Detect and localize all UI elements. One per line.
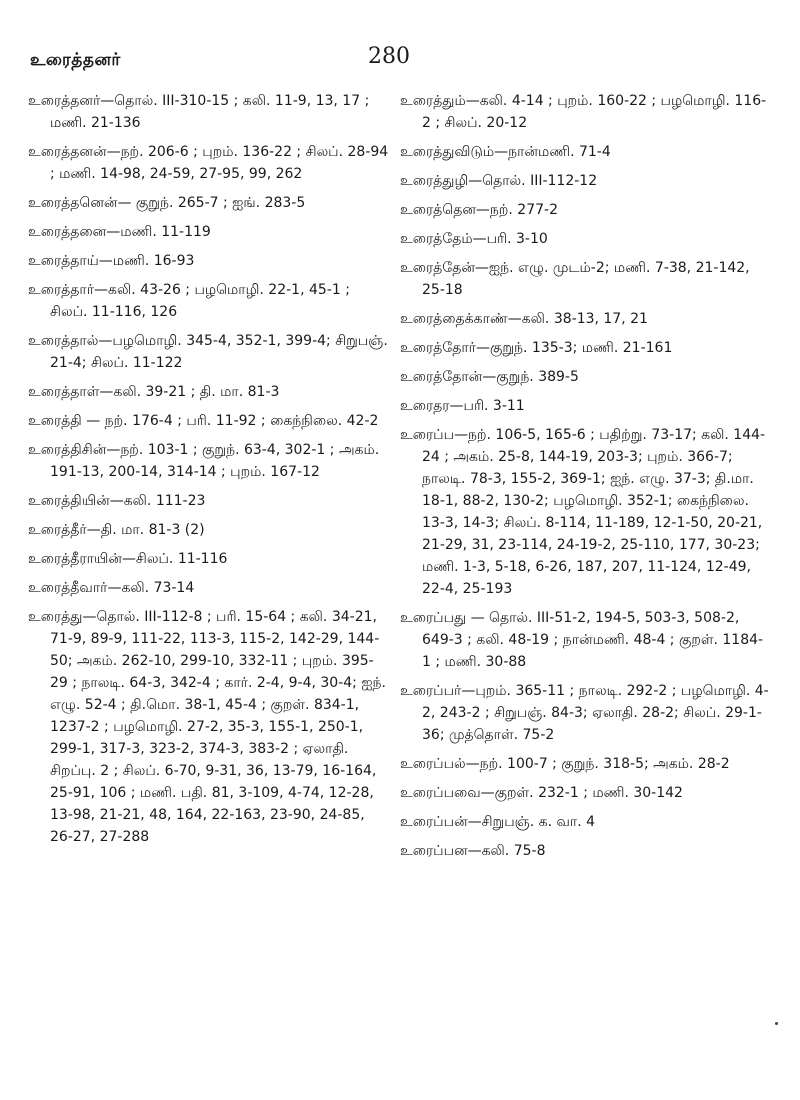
index-entry: உரைத்தைக்காண்—கலி. 38-13, 17, 21 (400, 311, 648, 327)
index-entry: உரைப்பது — தொல். III-51-2, 194-5, 503-3, 508-2, 649-3 ; கலி. 48-19 ; நான்மணி. 48-4 ; குறள். 1184-1 ; மணி. 30-88 (400, 610, 764, 670)
index-entry: உரைப்ப—நற். 106-5, 165-6 ; பதிற்று. 73-17; கலி. 144-24 ; அகம். 25-8, 144-19, 203-3; புறம். 366-7; நாலடி. 78-3, 155-2, 369-1; ஐந். எழு. 37-3; தி.மா. 18-1, 88-2, 130-2; பழமொழி. 352-1; கைந்நிலை. 13-3, 14-3; சிலப். 8-114, 11-189, 12-1-50, 20-21, 21-29, 31, 23-114, 24-19-2, 25-110, 177, 30-23; மணி. 1-3, 5-18, 6-26, 187, 207, 11-124, 12-49, 22-4, 25-193 (400, 427, 766, 597)
index-entry: உரைத்தியின்—கலி. 111-23 (28, 493, 206, 509)
index-entry: உரைத்துவிடும்—நான்மணி. 71-4 (400, 144, 611, 160)
index-entry: உரைத்தீராயின்—சிலப். 11-116 (28, 551, 228, 567)
index-entry: உரைத்தனென்— குறுந். 265-7 ; ஐங். 283-5 (28, 195, 306, 211)
right-column (400, 90, 770, 869)
index-entry: உரைத்தனை—மணி. 11-119 (28, 224, 211, 240)
index-entry: உரைப்பல்—நற். 100-7 ; குறுந். 318-5; அகம். 28-2 (400, 756, 730, 772)
index-entry: உரைத்தென—நற். 277-2 (400, 202, 558, 218)
index-entry: உரைத்தேம்—பரி. 3-10 (400, 231, 548, 247)
left-column (28, 90, 390, 855)
index-entry: உரைத்தனன்—நற். 206-6 ; புறம். 136-22 ; சிலப். 28-94 ; மணி. 14-98, 24-59, 27-95, 99, 262 (28, 144, 389, 182)
index-entry: உரைத்துழி—தொல். III-112-12 (400, 173, 598, 189)
index-entry: உரைத்தால்—பழமொழி. 345-4, 352-1, 399-4; சிறுபஞ். 21-4; சிலப். 11-122 (28, 333, 388, 371)
index-entry: உரைப்பன—கலி. 75-8 (400, 843, 546, 859)
index-entry: உரைத்தோர்—குறுந். 135-3; மணி. 21-161 (400, 340, 673, 356)
scan-speck (775, 1022, 778, 1025)
running-head: உரைத்தனர் (30, 50, 121, 70)
index-entry: உரைத்தீவார்—கலி. 73-14 (28, 580, 195, 596)
index-entry: உரைத்தேன்—ஐந். எழு. முடம்-2; மணி. 7-38, 21-142, 25-18 (400, 260, 750, 298)
index-entry: உரைத்தும்—கலி. 4-14 ; புறம். 160-22 ; பழமொழி. 116-2 ; சிலப். 20-12 (400, 93, 767, 131)
page-number: 280 (368, 44, 410, 69)
index-entry: உரைத்தீர்—தி. மா. 81-3 (2) (28, 522, 205, 538)
index-entry: உரைத்தோன்—குறுந். 389-5 (400, 369, 579, 385)
index-entry: உரைப்பவை—குறள். 232-1 ; மணி. 30-142 (400, 785, 683, 801)
index-entry: உரைத்தனர்—தொல். III-310-15 ; கலி. 11-9, 13, 17 ; மணி. 21-136 (28, 93, 370, 131)
index-entry: உரைப்பர்—புறம். 365-11 ; நாலடி. 292-2 ; பழமொழி. 4-2, 243-2 ; சிறுபஞ். 84-3; ஏலாதி. 28-2; சிலப். 29-1-36; முத்தொள். 75-2 (400, 683, 769, 743)
index-entry: உரைத்தார்—கலி. 43-26 ; பழமொழி. 22-1, 45-1 ; சிலப். 11-116, 126 (28, 282, 350, 320)
index-entry: உரைத்தாள்—கலி. 39-21 ; தி. மா. 81-3 (28, 384, 280, 400)
index-entry: உரைப்பன்—சிறுபஞ். க. வா. 4 (400, 814, 595, 830)
index-entry: உரைத்தாய்—மணி. 16-93 (28, 253, 195, 269)
index-entry: உரைத்திசின்—நற். 103-1 ; குறுந். 63-4, 302-1 ; அகம். 191-13, 200-14, 314-14 ; புறம். 167-12 (28, 442, 380, 480)
index-entry: உரைதர—பரி. 3-11 (400, 398, 525, 414)
index-entry: உரைத்தி — நற். 176-4 ; பரி. 11-92 ; கைந்நிலை. 42-2 (28, 413, 379, 429)
index-entry: உரைத்து—தொல். III-112-8 ; பரி. 15-64 ; கலி. 34-21, 71-9, 89-9, 111-22, 113-3, 115-2, 142-29, 144-50; அகம். 262-10, 299-10, 332-11 ; புறம். 395-29 ; நாலடி. 64-3, 342-4 ; கார். 2-4, 9-4, 30-4; ஐந். எழு. 52-4 ; தி.மொ. 38-1, 45-4 ; குறள். 834-1, 1237-2 ; பழமொழி. 27-2, 35-3, 155-1, 250-1, 299-1, 317-3, 323-2, 374-3, 383-2 ; ஏலாதி. சிறப்பு. 2 ; சிலப். 6-70, 9-31, 36, 13-79, 16-164, 25-91, 106 ; மணி. பதி. 81, 3-109, 4-74, 12-28, 13-98, 21-21, 48, 164, 22-163, 23-90, 24-85, 26-27, 27-288 (28, 609, 386, 845)
